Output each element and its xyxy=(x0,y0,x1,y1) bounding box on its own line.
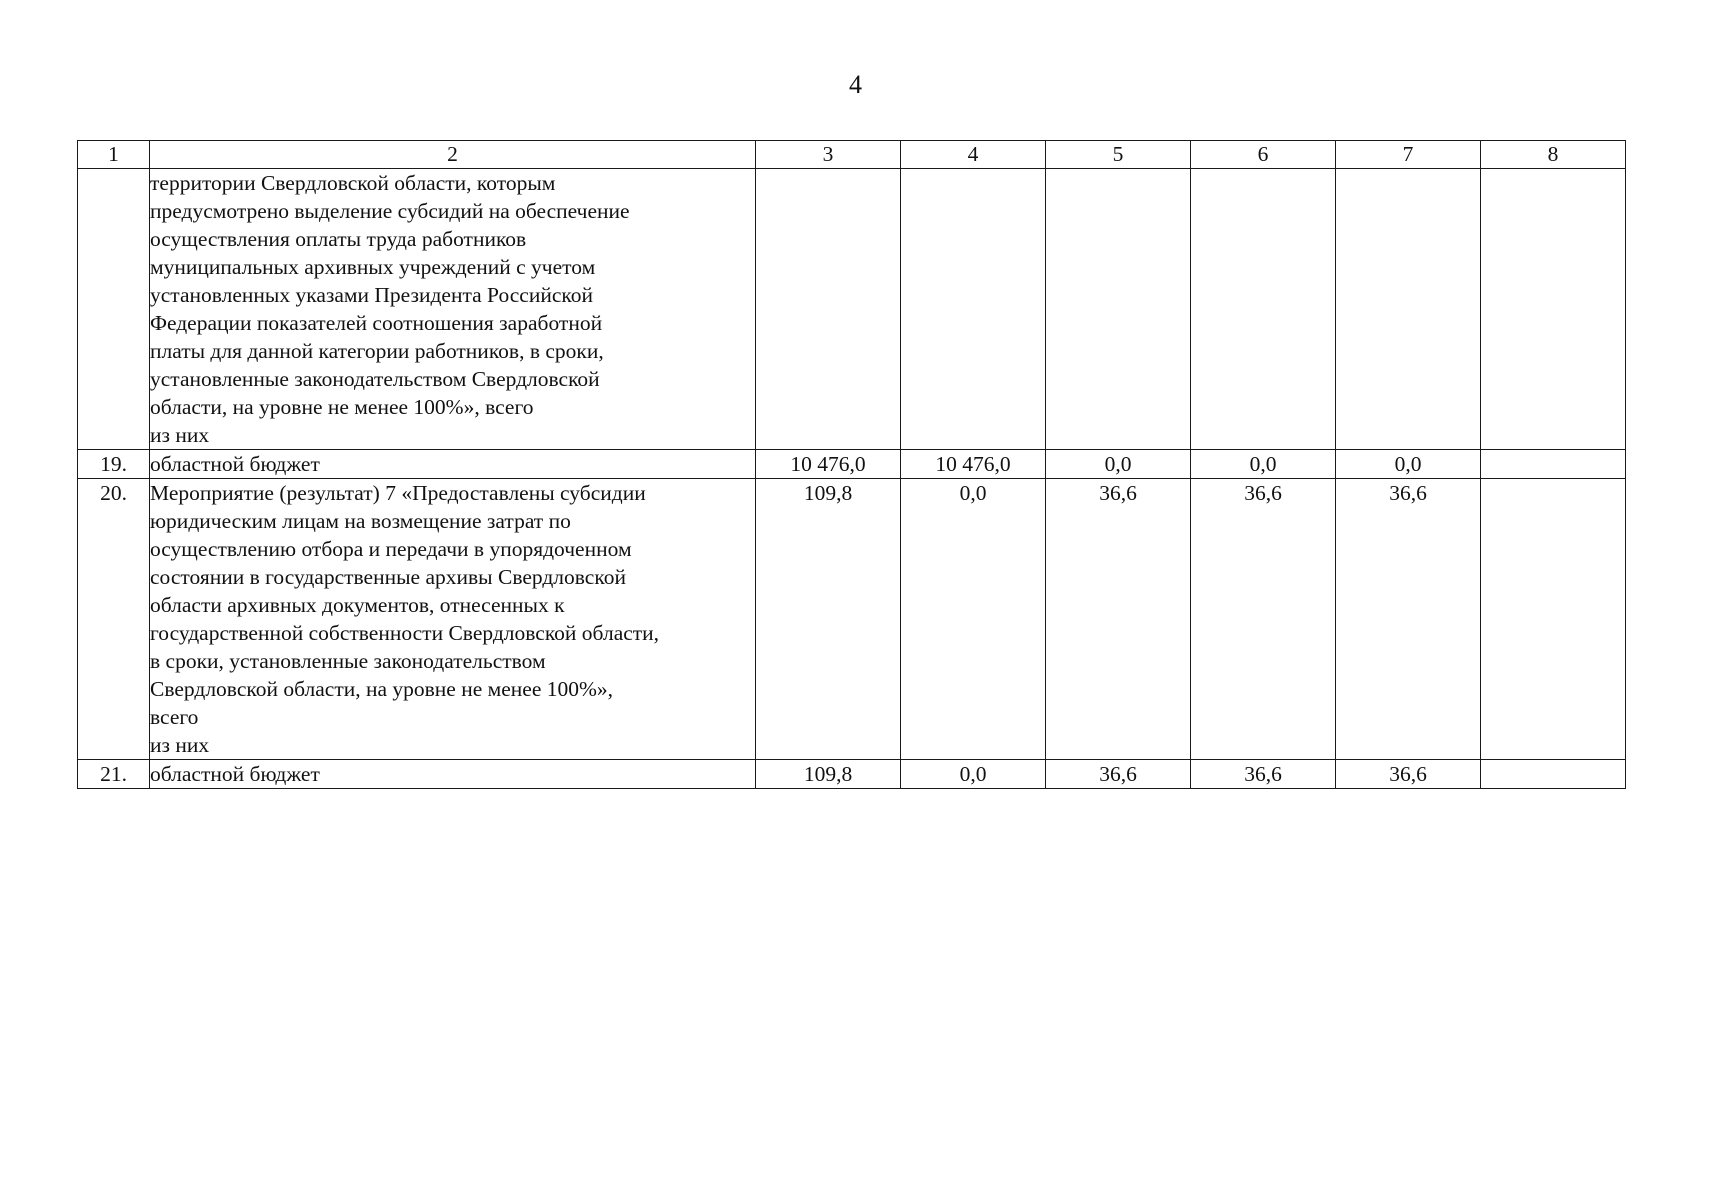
value-cell: 36,6 xyxy=(1336,479,1481,760)
description-line: состоянии в государственные архивы Свердловской xyxy=(150,565,626,589)
description-line: предусмотрено выделение субсидий на обеспечение xyxy=(150,199,630,223)
row-number: 21. xyxy=(78,760,150,789)
value-cell: 36,6 xyxy=(1046,760,1191,789)
value-cell: 0,0 xyxy=(1046,450,1191,479)
table-row xyxy=(78,479,1626,760)
description-line: в сроки, установленные законодательством xyxy=(150,649,546,673)
table-row xyxy=(78,169,1626,450)
table-row xyxy=(78,450,1626,479)
row-description xyxy=(150,450,756,479)
description-line: Мероприятие (результат) 7 «Предоставлены субсидии xyxy=(150,481,646,505)
row-description xyxy=(150,169,756,450)
value-cell: 36,6 xyxy=(1191,760,1336,789)
column-header: 3 xyxy=(756,141,901,169)
row-description xyxy=(150,479,756,760)
page-number: 4 xyxy=(849,70,862,99)
row-number: 20. xyxy=(78,479,150,760)
description-line: платы для данной категории работников, в сроки, xyxy=(150,339,604,363)
column-header-row xyxy=(78,141,1626,169)
description-line: муниципальных архивных учреждений с учетом xyxy=(150,255,596,279)
description-line: установленные законодательством Свердловской xyxy=(150,367,600,391)
description-line: из них xyxy=(150,423,210,447)
description-line: осуществлению отбора и передачи в упорядоченном xyxy=(150,537,632,561)
column-header: 2 xyxy=(150,141,756,169)
value-cell: 0,0 xyxy=(1191,450,1336,479)
table-row xyxy=(78,760,1626,789)
description-line: областной бюджет xyxy=(150,762,320,786)
value-cell: 109,8 xyxy=(756,479,901,760)
value-cell xyxy=(1046,169,1191,450)
value-cell xyxy=(756,169,901,450)
description-line: всего xyxy=(150,705,199,729)
value-cell: 10 476,0 xyxy=(901,450,1046,479)
description-line: осуществления оплаты труда работников xyxy=(150,227,527,251)
value-cell: 0,0 xyxy=(1336,450,1481,479)
value-cell: 36,6 xyxy=(1191,479,1336,760)
column-header: 6 xyxy=(1191,141,1336,169)
value-cell xyxy=(1481,450,1626,479)
value-cell: 0,0 xyxy=(901,479,1046,760)
description-line: Свердловской области, на уровне не менее 100%», xyxy=(150,677,614,701)
column-header: 7 xyxy=(1336,141,1481,169)
description-line: территории Свердловской области, которым xyxy=(150,171,556,195)
value-cell xyxy=(1481,169,1626,450)
column-header: 8 xyxy=(1481,141,1626,169)
value-cell: 36,6 xyxy=(1046,479,1191,760)
value-cell: 109,8 xyxy=(756,760,901,789)
row-number xyxy=(78,169,150,450)
value-cell: 36,6 xyxy=(1336,760,1481,789)
value-cell xyxy=(1481,760,1626,789)
value-cell xyxy=(1191,169,1336,450)
budget-table xyxy=(77,140,1626,789)
column-header: 1 xyxy=(78,141,150,169)
description-line: области архивных документов, отнесенных к xyxy=(150,593,565,617)
row-description xyxy=(150,760,756,789)
value-cell: 10 476,0 xyxy=(756,450,901,479)
description-line: установленных указами Президента Российской xyxy=(150,283,594,307)
description-line: из них xyxy=(150,733,210,757)
column-header: 5 xyxy=(1046,141,1191,169)
description-line: государственной собственности Свердловской области, xyxy=(150,621,660,645)
description-line: области, на уровне не менее 100%», всего xyxy=(150,395,534,419)
value-cell xyxy=(1481,479,1626,760)
row-number: 19. xyxy=(78,450,150,479)
description-line: областной бюджет xyxy=(150,452,320,476)
description-line: Федерации показателей соотношения заработной xyxy=(150,311,603,335)
value-cell xyxy=(1336,169,1481,450)
value-cell xyxy=(901,169,1046,450)
column-header: 4 xyxy=(901,141,1046,169)
value-cell: 0,0 xyxy=(901,760,1046,789)
description-line: юридическим лицам на возмещение затрат по xyxy=(150,509,571,533)
